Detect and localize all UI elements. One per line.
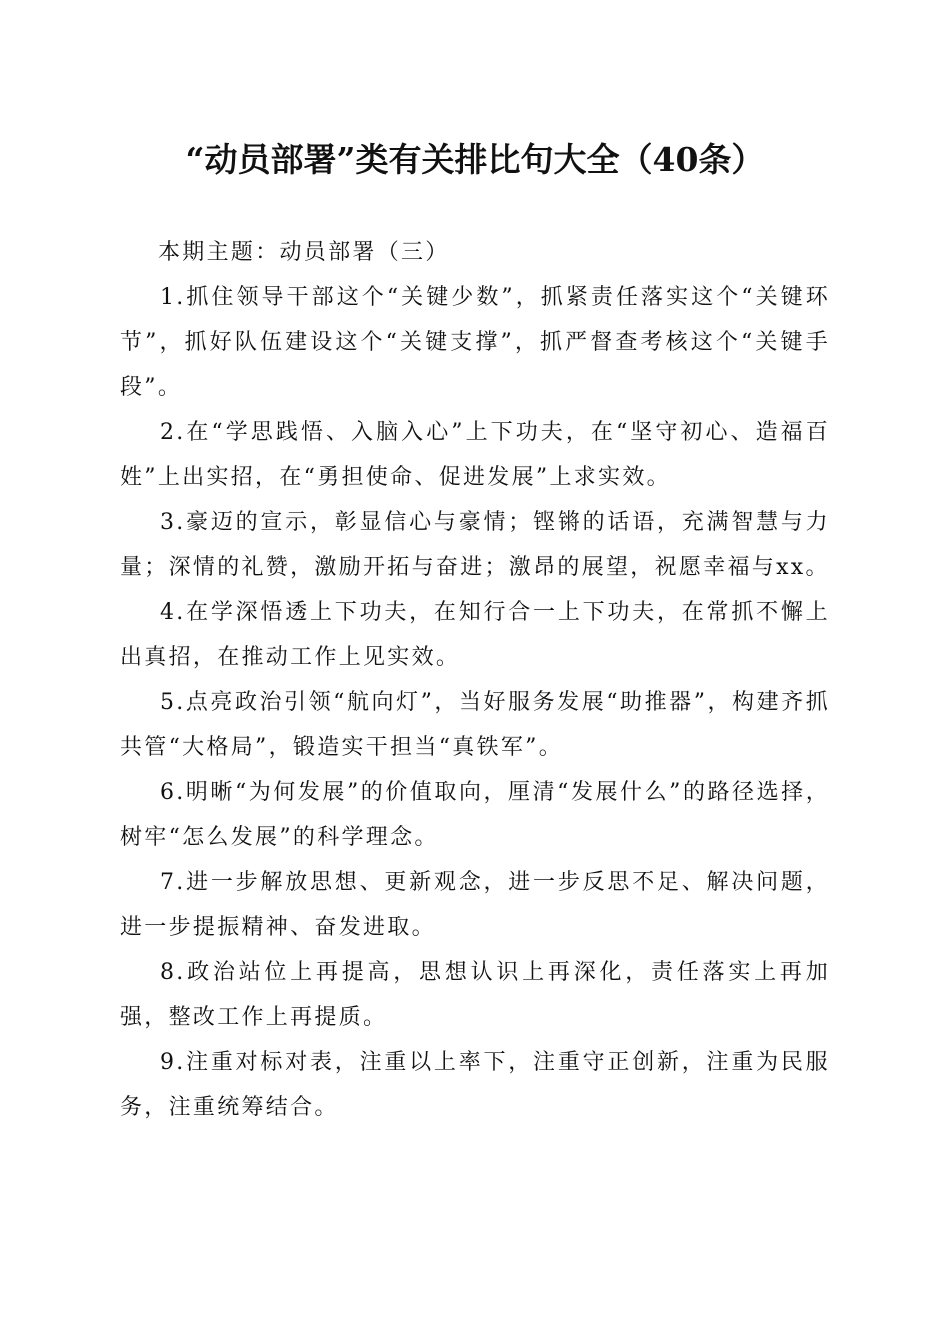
page-title: “动员部署”类有关排比句大全（40条）	[185, 140, 765, 179]
list-item: 6.明晰“为何发展”的价值取向，厘清“发展什么”的路径选择，树牢“怎么发展”的科学理念。	[120, 780, 830, 850]
list-item: 7.进一步解放思想、更新观念，进一步反思不足、解决问题，进一步提振精神、奋发进取。	[120, 870, 830, 940]
document-body	[120, 230, 830, 1130]
list-item: 2.在“学思践悟、入脑入心”上下功夫，在“坚守初心、造福百姓”上出实招，在“勇担使命、促进发展”上求实效。	[120, 420, 830, 490]
list-item: 5.点亮政治引领“航向灯”，当好服务发展“助推器”，构建齐抓共管“大格局”，锻造实干担当“真铁军”。	[120, 690, 830, 760]
list-item: 8.政治站位上再提高，思想认识上再深化，责任落实上再加强，整改工作上再提质。	[120, 960, 830, 1030]
issue-topic: 本期主题：动员部署（三）	[158, 240, 450, 265]
list-item: 9.注重对标对表，注重以上率下，注重守正创新，注重为民服务，注重统筹结合。	[120, 1050, 830, 1120]
list-item: 3.豪迈的宣示，彰显信心与豪情；铿锵的话语，充满智慧与力量；深情的礼赞，激励开拓与奋进；激昂的展望，祝愿幸福与xx。	[120, 510, 830, 580]
list-item: 1.抓住领导干部这个“关键少数”，抓紧责任落实这个“关键环节”，抓好队伍建设这个“关键支撑”，抓严督查考核这个“关键手段”。	[120, 285, 830, 400]
list-item: 4.在学深悟透上下功夫，在知行合一上下功夫，在常抓不懈上出真招，在推动工作上见实效。	[120, 600, 830, 670]
